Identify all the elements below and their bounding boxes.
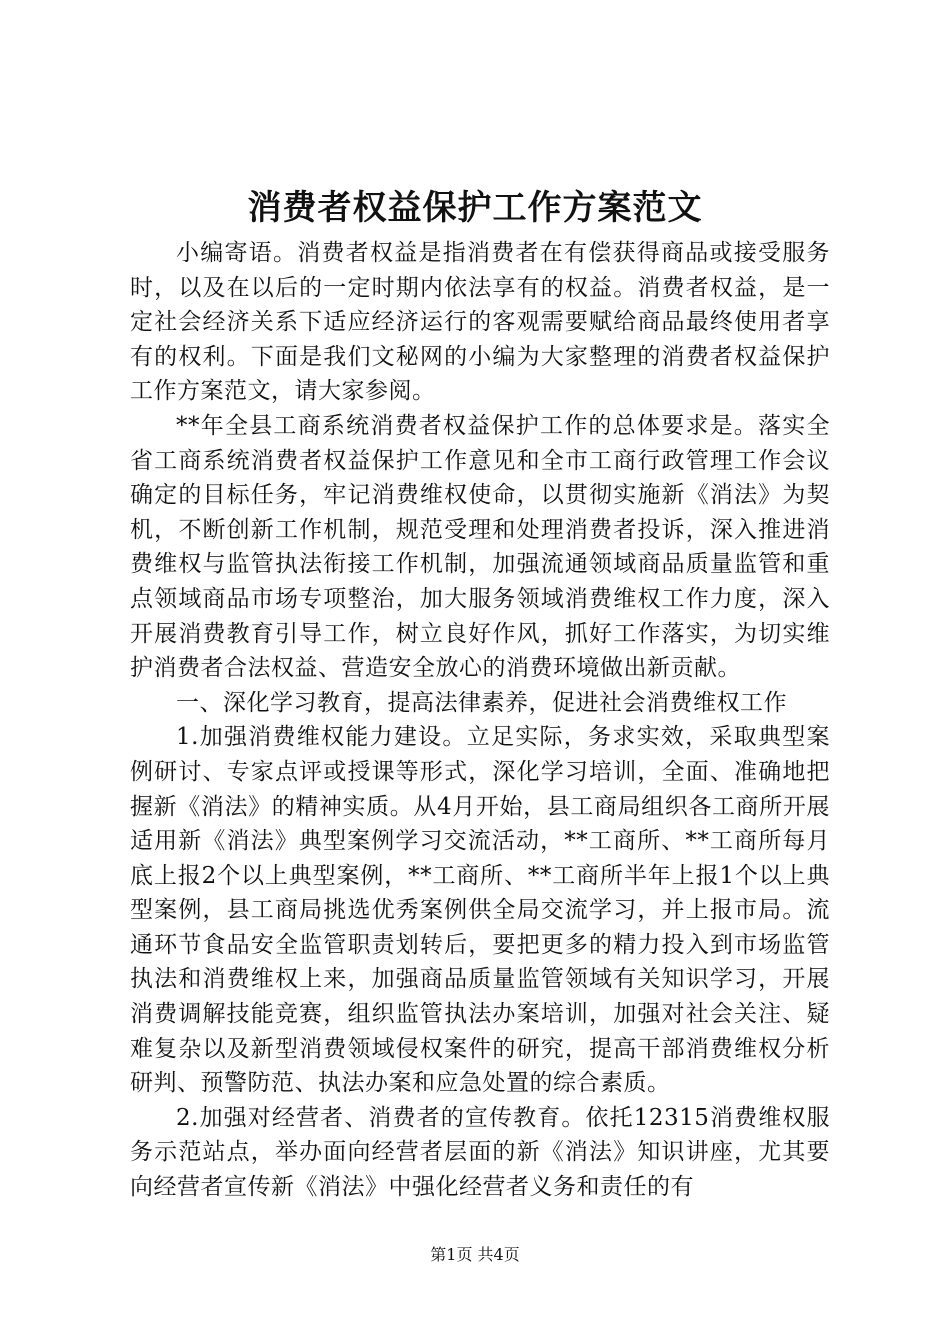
- page-number-footer: 第1页 共4页: [430, 1245, 520, 1264]
- document-title: 消费者权益保护工作方案范文: [247, 188, 703, 228]
- paragraph-overall-requirements: **年全县工商系统消费者权益保护工作的总体要求是。落实全省工商系统消费者权益保护工作意见和全市工商行政管理工作会议确定的目标任务，牢记消费维权使命，以贯彻实施新《消法》为契机，不断创新工作机制，规范受理和处理消费者投诉，深入推进消费维权与监管执法衔接工作机制，加强流通领域商品质量监管和重点领域商品市场专项整治，加大服务领域消费维权工作力度，深入开展消费教育引导工作，树立良好作风，抓好工作落实，为切实维护消费者合法权益、营造安全放心的消费环境做出新贡献。: [130, 412, 830, 682]
- paragraph-item-1: 1.加强消费维权能力建设。立足实际，务求实效，采取典型案例研讨、专家点评或授课等形式，深化学习培训，全面、准确地把握新《消法》的精神实质。从4月开始，县工商局组织各工商所开展适用新《消法》典型案例学习交流活动，**工商所、**工商所每月底上报2个以上典型案例，**工商所、**工商所半年上报1个以上典型案例，县工商局挑选优秀案例供全局交流学习，并上报市局。流通环节食品安全监管职责划转后，要把更多的精力投入到市场监管执法和消费维权上来，加强商品质量监管领域有关知识学习，开展消费调解技能竞赛，组织监管执法办案培训，加强对社会关注、疑难复杂以及新型消费领域侵权案件的研究，提高干部消费维权分析研判、预警防范、执法办案和应急处置的综合素质。: [130, 724, 830, 1097]
- document-body: [130, 236, 830, 1205]
- paragraph-intro: 小编寄语。消费者权益是指消费者在有偿获得商品或接受服务时，以及在以后的一定时期内依法享有的权益。消费者权益，是一定社会经济关系下适应经济运行的客观需要赋给商品最终使用者享有的权利。下面是我们文秘网的小编为大家整理的消费者权益保护工作方案范文，请大家参阅。: [130, 240, 830, 405]
- paragraph-item-2: 2.加强对经营者、消费者的宣传教育。依托12315消费维权服务示范站点，举办面向经营者层面的新《消法》知识讲座，尤其要向经营者宣传新《消法》中强化经营者义务和责任的有: [130, 1104, 830, 1201]
- section-heading-1: 一、深化学习教育，提高法律素养，促进社会消费维权工作: [176, 689, 787, 716]
